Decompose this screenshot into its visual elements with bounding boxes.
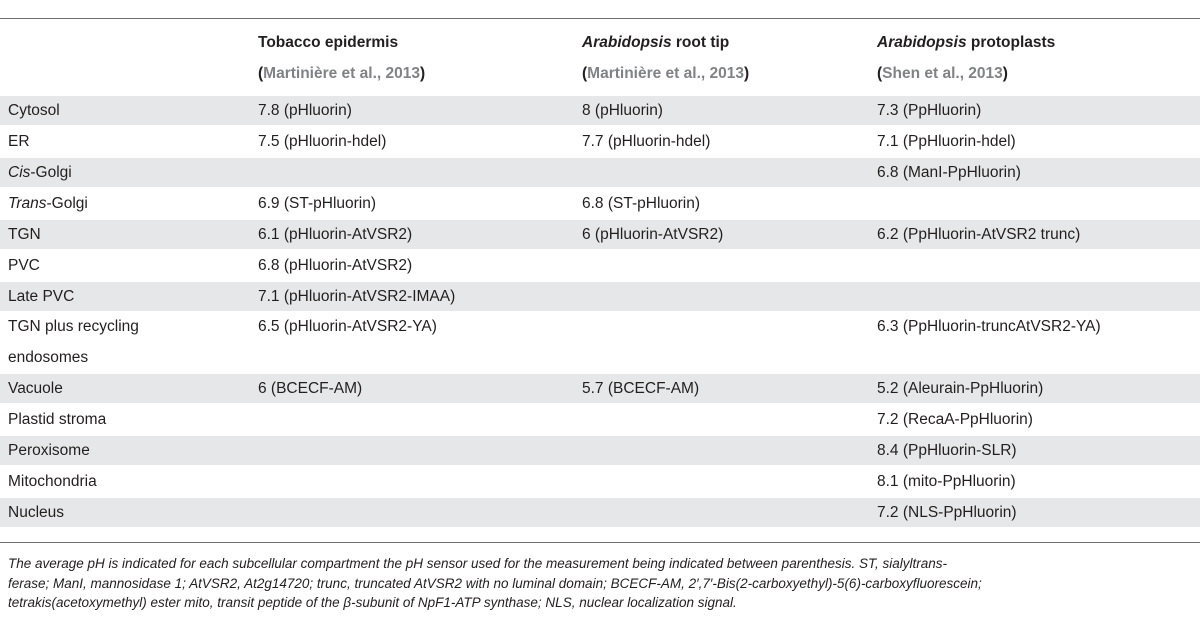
column-header-root-tip-reference (582, 65, 749, 83)
compartment-name: -Golgi (30, 164, 72, 181)
table-footnote (8, 554, 1196, 613)
column-header-tobacco (258, 34, 398, 52)
table-row-plastid-stroma (0, 405, 1200, 434)
compartment-cell (8, 288, 74, 306)
table-row-mitochondria (0, 467, 1200, 496)
paren: ) (419, 65, 426, 82)
tobacco-cell: 6 (BCECF-AM) (258, 380, 363, 397)
tobacco-cell: 6.8 (pHluorin-AtVSR2) (258, 257, 413, 274)
column-header-protoplasts (877, 34, 1055, 52)
footnote-line: tetrakis(acetoxymethyl) ester mito, transit peptide of the β-subunit of NpF1-ATP synthase; NLS, nuclear localization signal. (8, 595, 737, 610)
table-row-late-pvc (0, 282, 1200, 311)
compartment-name: Vacuole (8, 380, 63, 397)
footnote-line: The average pH is indicated for each subcellular compartment the pH sensor used for the measurement being indicated between parenthesis. ST, sialyltrans- (8, 556, 948, 571)
table-row-tgn (0, 220, 1200, 249)
protoplast-cell: 7.1 (PpHluorin-hdel) (877, 133, 1016, 150)
compartment-cell (8, 133, 30, 151)
tobacco-cell: 6.9 (ST-pHluorin) (258, 195, 377, 212)
compartment-cell (8, 411, 106, 429)
column-header-title: protoplasts (966, 34, 1056, 51)
column-header-tobacco-reference (258, 65, 425, 83)
compartment-cell (8, 226, 41, 244)
table-row-cytosol (0, 96, 1200, 125)
compartment-name: TGN plus recycling (8, 318, 139, 335)
compartment-name: Cytosol (8, 102, 60, 119)
table-row-peroxisome (0, 436, 1200, 465)
compartment-name: -Golgi (46, 195, 88, 212)
column-header-protoplasts-reference (877, 65, 1008, 83)
compartment-cell (8, 318, 139, 336)
protoplast-cell: 7.2 (NLS-PpHluorin) (877, 504, 1017, 521)
column-header-title: Tobacco epidermis (258, 34, 399, 51)
table-row-cis-golgi (0, 158, 1200, 187)
protoplast-cell: 7.2 (RecaA-PpHluorin) (877, 411, 1033, 428)
compartment-cell (8, 195, 88, 213)
column-header-title: root tip (671, 34, 730, 51)
protoplast-cell: 8.4 (PpHluorin-SLR) (877, 442, 1017, 459)
compartment-name: Nucleus (8, 504, 64, 521)
table-row-nucleus (0, 498, 1200, 527)
compartment-name: Peroxisome (8, 442, 90, 459)
root-tip-cell: 6 (pHluorin-AtVSR2) (582, 226, 724, 243)
compartment-cell (8, 257, 40, 275)
compartment-cell (8, 102, 60, 120)
tobacco-cell: 6.1 (pHluorin-AtVSR2) (258, 226, 413, 243)
compartment-name: PVC (8, 257, 40, 274)
compartment-prefix: Cis (8, 164, 31, 181)
compartment-name: Mitochondria (8, 473, 97, 490)
column-header-italic: Arabidopsis (582, 34, 672, 51)
root-tip-cell: 5.7 (BCECF-AM) (582, 380, 700, 397)
root-tip-cell: 6.8 (ST-pHluorin) (582, 195, 701, 212)
compartment-cell (8, 442, 90, 460)
compartment-prefix: Trans (8, 195, 47, 212)
table-row-er (0, 127, 1200, 156)
citation-link[interactable]: Shen et al., 2013 (882, 65, 1003, 82)
citation-link[interactable]: Martinière et al., 2013 (587, 65, 744, 82)
root-tip-cell: 7.7 (pHluorin-hdel) (582, 133, 711, 150)
tobacco-cell: 6.5 (pHluorin-AtVSR2-YA) (258, 318, 437, 335)
compartment-name: ER (8, 133, 30, 150)
protoplast-cell: 5.2 (Aleurain-PpHluorin) (877, 380, 1044, 397)
table-row-vacuole (0, 374, 1200, 403)
paren: ( (877, 65, 883, 82)
protoplast-cell: 8.1 (mito-PpHluorin) (877, 473, 1016, 490)
protoplast-cell: 7.3 (PpHluorin) (877, 102, 982, 119)
paren: ( (582, 65, 588, 82)
column-header-root-tip (582, 34, 729, 52)
footnote-line: ferase; ManI, mannosidase 1; AtVSR2, At2g14720; trunc, truncated AtVSR2 with no luminal domain; BCECF-AM, 2′,7′-Bis(2-carboxyethyl)-5(6)-carboxyfluorescein; (8, 575, 982, 591)
protoplast-cell: 6.8 (ManI-PpHluorin) (877, 164, 1021, 181)
table-top-rule (0, 18, 1200, 19)
citation-link[interactable]: Martinière et al., 2013 (263, 65, 420, 82)
tobacco-cell: 7.5 (pHluorin-hdel) (258, 133, 387, 150)
tobacco-cell: 7.8 (pHluorin) (258, 102, 352, 119)
compartment-name-line2: endosomes (8, 349, 89, 366)
compartment-name: Late PVC (8, 288, 75, 305)
compartment-cell (8, 504, 64, 522)
compartment-name: Plastid stroma (8, 411, 107, 428)
tobacco-cell: 7.1 (pHluorin-AtVSR2-IMAA) (258, 288, 456, 305)
table-bottom-rule (0, 542, 1200, 543)
table-row-trans-golgi (0, 189, 1200, 218)
table-row-tgn-recycling (0, 313, 1200, 371)
compartment-name: TGN (8, 226, 41, 243)
table-row-pvc (0, 251, 1200, 280)
paren: ( (258, 65, 264, 82)
compartment-cell (8, 380, 63, 398)
compartment-cell (8, 164, 72, 182)
protoplast-cell: 6.3 (PpHluorin-truncAtVSR2-YA) (877, 318, 1101, 335)
column-header-italic: Arabidopsis (877, 34, 967, 51)
paren: ) (743, 65, 750, 82)
paren: ) (1002, 65, 1008, 82)
compartment-cell (8, 473, 97, 491)
protoplast-cell: 6.2 (PpHluorin-AtVSR2 trunc) (877, 226, 1081, 243)
root-tip-cell: 8 (pHluorin) (582, 102, 663, 119)
